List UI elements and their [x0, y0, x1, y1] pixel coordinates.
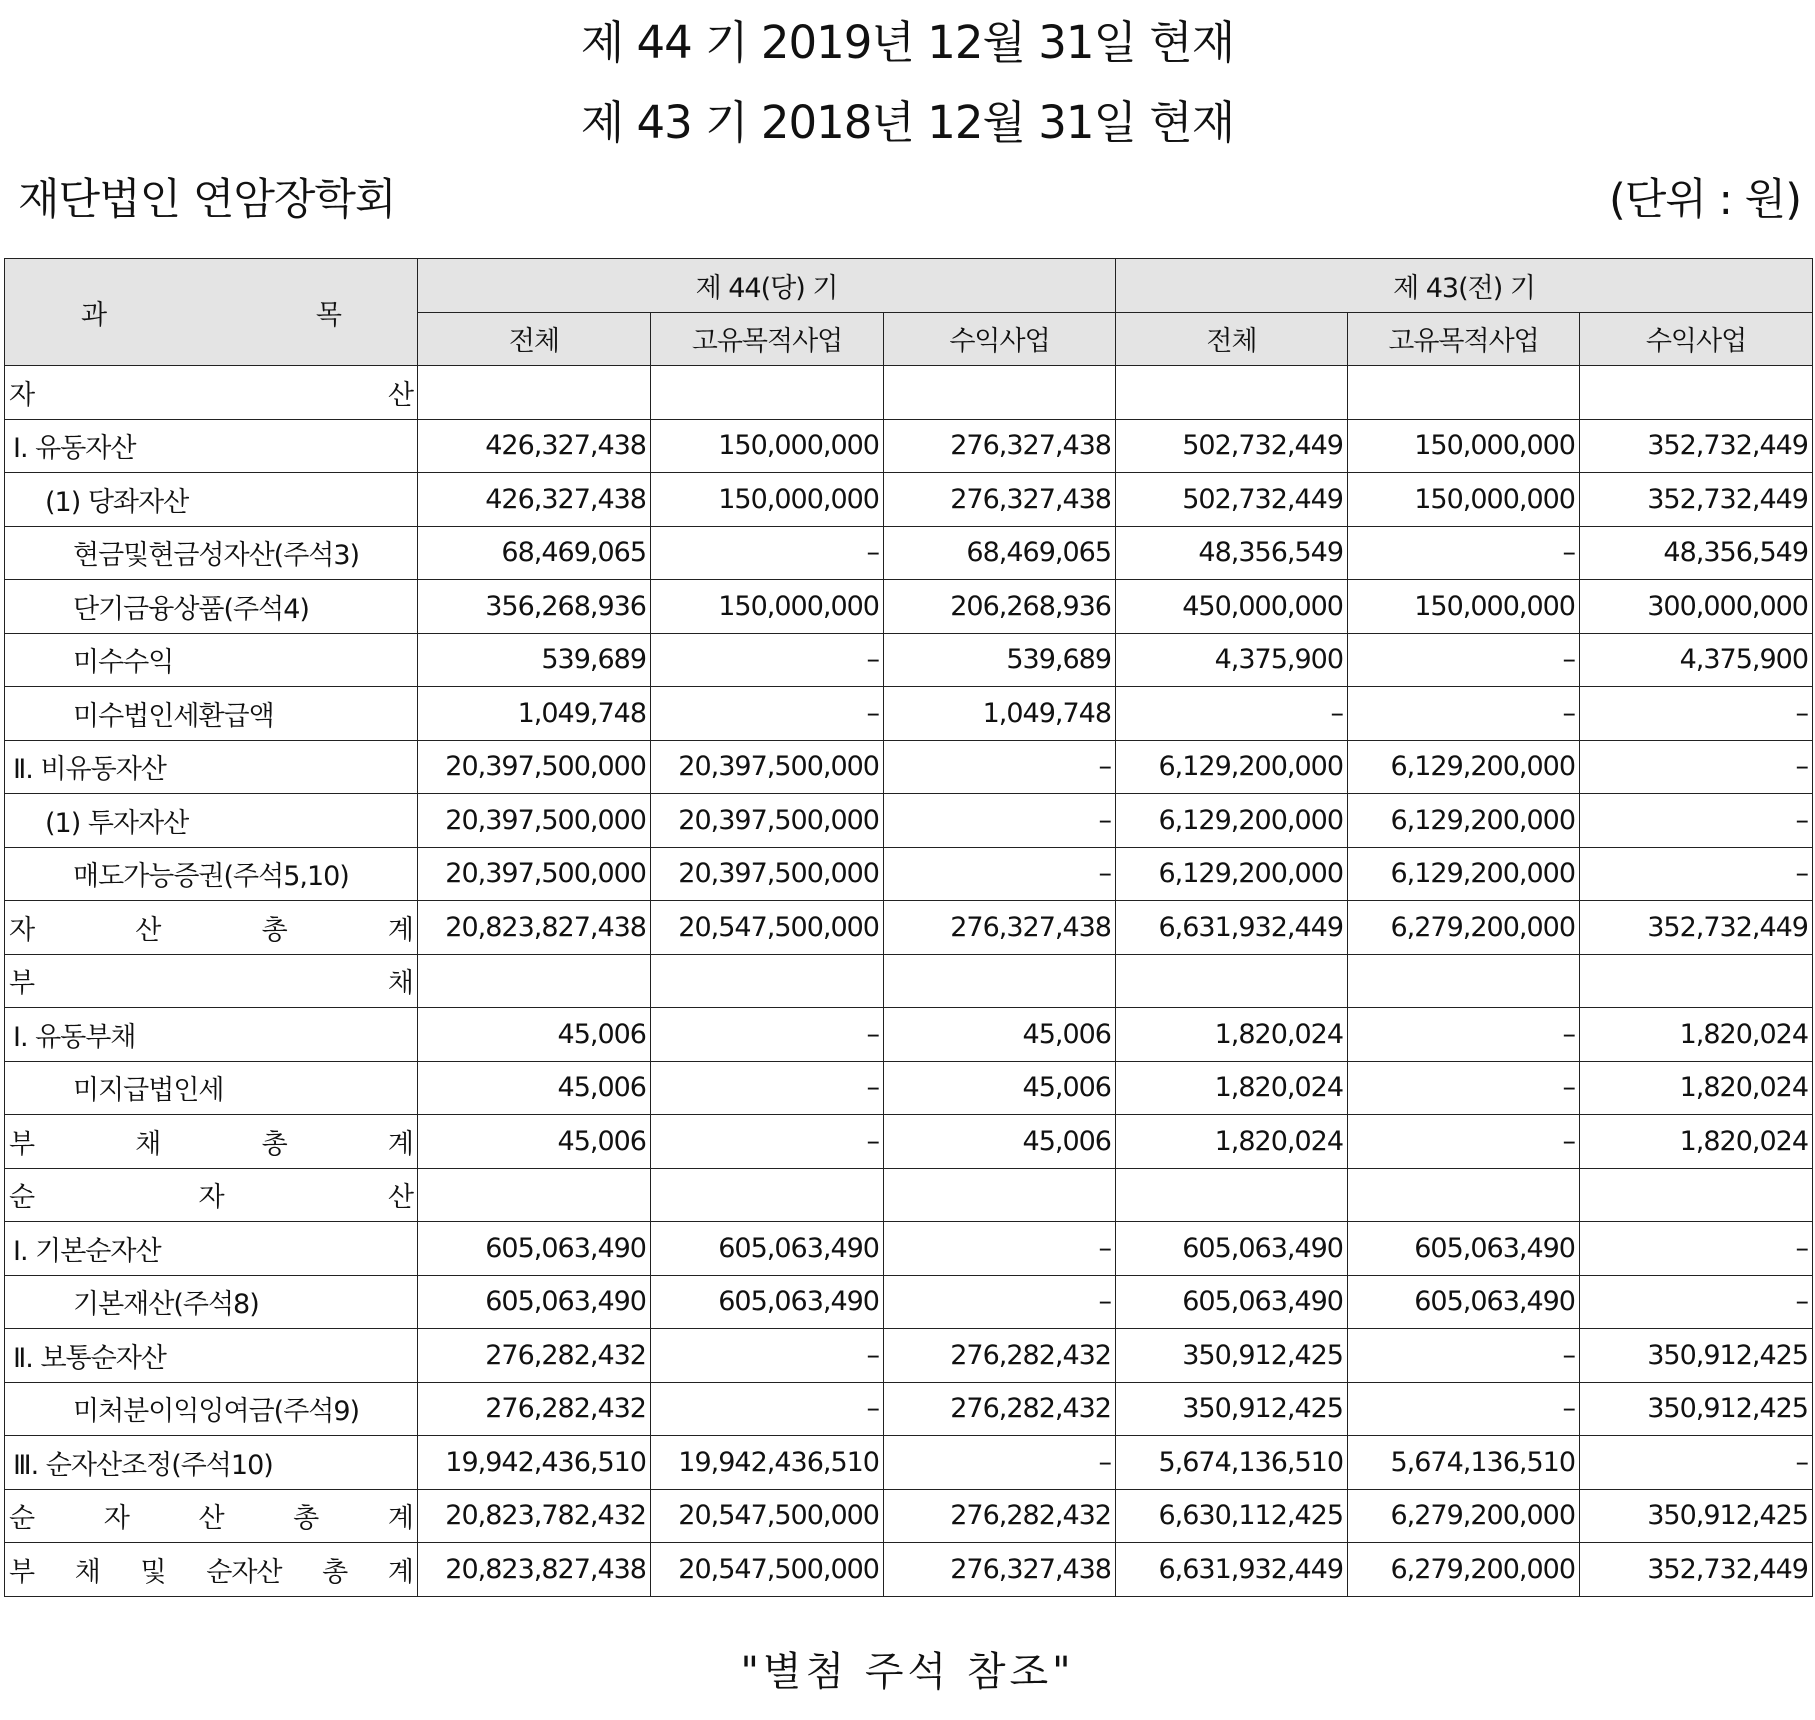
amount-cell: [1116, 954, 1348, 1008]
amount-cell: –: [1116, 687, 1348, 741]
table-row: [5, 473, 1813, 527]
table-row: [5, 794, 1813, 848]
account-cell: [5, 526, 418, 580]
amount-cell: 605,063,490: [1348, 1275, 1580, 1329]
amount-cell: 605,063,490: [1348, 1222, 1580, 1276]
amount-cell: 1,820,024: [1116, 1008, 1348, 1062]
table-row: [5, 740, 1813, 794]
account-cell: [5, 580, 418, 634]
amount-cell: 350,912,425: [1116, 1329, 1348, 1383]
account-label: 미수법인세환급액: [73, 700, 274, 732]
table-row: [5, 1222, 1813, 1276]
amount-cell: 45,006: [884, 1061, 1116, 1115]
amount-cell: 350,912,425: [1116, 1382, 1348, 1436]
header-row-periods: [5, 259, 1813, 313]
amount-cell: 4,375,900: [1580, 633, 1813, 687]
table-row: [5, 526, 1813, 580]
organization-name: 재단법인 연암장학회: [18, 175, 396, 225]
amount-cell: 352,732,449: [1580, 473, 1813, 527]
amount-cell: 276,327,438: [884, 1543, 1116, 1597]
account-label: Ⅲ. 순자산조정(주석10): [13, 1449, 273, 1481]
account-cell: [5, 740, 418, 794]
account-label: Ⅰ. 유동자산: [13, 433, 136, 465]
amount-cell: –: [884, 847, 1116, 901]
account-cell: [5, 1222, 418, 1276]
amount-cell: –: [884, 1436, 1116, 1490]
account-cell: [5, 1543, 418, 1597]
amount-cell: –: [884, 740, 1116, 794]
amount-cell: 45,006: [418, 1115, 651, 1169]
account-label: 매도가능증권(주석5,10): [73, 861, 349, 893]
col-header-current-total: 전체: [418, 312, 651, 366]
amount-cell: 6,631,932,449: [1116, 1543, 1348, 1597]
amount-cell: [1580, 366, 1813, 420]
amount-cell: 539,689: [418, 633, 651, 687]
amount-cell: –: [1348, 1382, 1580, 1436]
amount-cell: 20,547,500,000: [651, 901, 884, 955]
amount-cell: 350,912,425: [1580, 1329, 1813, 1383]
amount-cell: –: [1348, 1329, 1580, 1383]
amount-cell: –: [651, 526, 884, 580]
amount-cell: 426,327,438: [418, 419, 651, 473]
amount-cell: [651, 954, 884, 1008]
amount-cell: 6,129,200,000: [1116, 740, 1348, 794]
amount-cell: 20,823,827,438: [418, 901, 651, 955]
account-label: 미처분이익잉여금(주석9): [73, 1396, 360, 1428]
table-row: [5, 901, 1813, 955]
table-row: [5, 1115, 1813, 1169]
amount-cell: 6,279,200,000: [1348, 901, 1580, 955]
subject-header-left: 과: [81, 299, 107, 331]
amount-cell: –: [1580, 740, 1813, 794]
col-header-current-profit: 수익사업: [884, 312, 1116, 366]
period-prior-title: 제 43 기 2018년 12월 31일 현재: [580, 96, 1235, 149]
table-row: [5, 1543, 1813, 1597]
amount-cell: [884, 954, 1116, 1008]
account-cell: [5, 1061, 418, 1115]
amount-cell: 20,397,500,000: [651, 847, 884, 901]
amount-cell: 276,282,432: [884, 1329, 1116, 1383]
account-label: 순 자 산 총 계: [9, 1503, 413, 1535]
amount-cell: [1348, 366, 1580, 420]
amount-cell: –: [1580, 847, 1813, 901]
amount-cell: 6,129,200,000: [1348, 847, 1580, 901]
account-label: 기본재산(주석8): [73, 1289, 259, 1321]
amount-cell: –: [1348, 633, 1580, 687]
amount-cell: 356,268,936: [418, 580, 651, 634]
amount-cell: [1348, 954, 1580, 1008]
table-row: [5, 419, 1813, 473]
amount-cell: 450,000,000: [1116, 580, 1348, 634]
account-label: (1) 당좌자산: [45, 486, 189, 518]
amount-cell: 352,732,449: [1580, 419, 1813, 473]
account-cell: [5, 366, 418, 420]
amount-cell: [418, 954, 651, 1008]
amount-cell: –: [1580, 794, 1813, 848]
amount-cell: –: [884, 1275, 1116, 1329]
amount-cell: 20,397,500,000: [418, 794, 651, 848]
col-header-prior-total: 전체: [1116, 312, 1348, 366]
amount-cell: 6,279,200,000: [1348, 1489, 1580, 1543]
table-row: [5, 1168, 1813, 1222]
account-label: 미지급법인세: [73, 1075, 224, 1107]
amount-cell: 20,397,500,000: [651, 740, 884, 794]
amount-cell: 350,912,425: [1580, 1382, 1813, 1436]
amount-cell: [884, 366, 1116, 420]
amount-cell: 276,282,432: [884, 1489, 1116, 1543]
amount-cell: –: [1580, 1275, 1813, 1329]
amount-cell: 276,327,438: [884, 419, 1116, 473]
account-cell: [5, 633, 418, 687]
amount-cell: 20,397,500,000: [418, 740, 651, 794]
amount-cell: [1116, 366, 1348, 420]
amount-cell: [1348, 1168, 1580, 1222]
amount-cell: 20,547,500,000: [651, 1489, 884, 1543]
period-current-title: 제 44 기 2019년 12월 31일 현재: [580, 16, 1235, 69]
table-row: [5, 1382, 1813, 1436]
amount-cell: 20,547,500,000: [651, 1543, 884, 1597]
account-cell: [5, 419, 418, 473]
amount-cell: 150,000,000: [1348, 473, 1580, 527]
account-label: Ⅱ. 보통순자산: [13, 1342, 166, 1374]
account-cell: [5, 1115, 418, 1169]
amount-cell: 20,823,827,438: [418, 1543, 651, 1597]
account-label: Ⅱ. 비유동자산: [13, 754, 166, 786]
prior-period-header: 제 43(전) 기: [1116, 259, 1813, 313]
account-label: 순 자 산: [9, 1182, 413, 1214]
table-row: [5, 633, 1813, 687]
amount-cell: –: [1348, 687, 1580, 741]
amount-cell: 6,129,200,000: [1348, 794, 1580, 848]
amount-cell: 6,129,200,000: [1116, 847, 1348, 901]
footnote-reference: "별첨 주석 참조": [740, 1649, 1075, 1695]
amount-cell: 502,732,449: [1116, 473, 1348, 527]
amount-cell: 605,063,490: [651, 1222, 884, 1276]
table-row: [5, 366, 1813, 420]
amount-cell: 6,129,200,000: [1116, 794, 1348, 848]
amount-cell: 45,006: [884, 1115, 1116, 1169]
amount-cell: 539,689: [884, 633, 1116, 687]
account-cell: [5, 1436, 418, 1490]
col-header-prior-profit: 수익사업: [1580, 312, 1813, 366]
table-row: [5, 1489, 1813, 1543]
table-row: [5, 1329, 1813, 1383]
account-cell: [5, 954, 418, 1008]
table-row: [5, 1008, 1813, 1062]
amount-cell: [1580, 954, 1813, 1008]
amount-cell: 45,006: [418, 1008, 651, 1062]
amount-cell: 19,942,436,510: [651, 1436, 884, 1490]
amount-cell: 4,375,900: [1116, 633, 1348, 687]
account-cell: [5, 1329, 418, 1383]
amount-cell: –: [1348, 526, 1580, 580]
account-label: 미수수익: [73, 647, 174, 679]
subject-header: [5, 259, 418, 366]
amount-cell: 5,674,136,510: [1348, 1436, 1580, 1490]
col-header-current-purpose: 고유목적사업: [651, 312, 884, 366]
amount-cell: 1,820,024: [1580, 1008, 1813, 1062]
amount-cell: 48,356,549: [1116, 526, 1348, 580]
amount-cell: 20,397,500,000: [418, 847, 651, 901]
account-label: Ⅰ. 유동부채: [13, 1021, 136, 1053]
amount-cell: –: [884, 794, 1116, 848]
amount-cell: 605,063,490: [418, 1222, 651, 1276]
amount-cell: 300,000,000: [1580, 580, 1813, 634]
amount-cell: 605,063,490: [1116, 1275, 1348, 1329]
unit-label: (단위 : 원): [1609, 175, 1801, 225]
amount-cell: 276,327,438: [884, 473, 1116, 527]
amount-cell: [1116, 1168, 1348, 1222]
amount-cell: 48,356,549: [1580, 526, 1813, 580]
amount-cell: –: [651, 633, 884, 687]
amount-cell: 206,268,936: [884, 580, 1116, 634]
amount-cell: [418, 1168, 651, 1222]
amount-cell: 20,823,782,432: [418, 1489, 651, 1543]
account-cell: [5, 1382, 418, 1436]
table-body: [5, 366, 1813, 1597]
amount-cell: 45,006: [418, 1061, 651, 1115]
amount-cell: –: [651, 1115, 884, 1169]
amount-cell: 1,049,748: [418, 687, 651, 741]
account-cell: [5, 1489, 418, 1543]
amount-cell: 1,820,024: [1580, 1061, 1813, 1115]
account-label: 자 산: [9, 379, 413, 411]
amount-cell: 605,063,490: [651, 1275, 884, 1329]
amount-cell: 6,279,200,000: [1348, 1543, 1580, 1597]
amount-cell: 276,327,438: [884, 901, 1116, 955]
amount-cell: 45,006: [884, 1008, 1116, 1062]
amount-cell: 20,397,500,000: [651, 794, 884, 848]
account-cell: [5, 794, 418, 848]
account-label: 현금및현금성자산(주석3): [73, 540, 360, 572]
account-label: Ⅰ. 기본순자산: [13, 1235, 161, 1267]
amount-cell: –: [651, 687, 884, 741]
account-cell: [5, 1008, 418, 1062]
amount-cell: 68,469,065: [884, 526, 1116, 580]
amount-cell: [1580, 1168, 1813, 1222]
amount-cell: 352,732,449: [1580, 901, 1813, 955]
account-label: 자 산 총 계: [9, 914, 413, 946]
amount-cell: –: [1348, 1115, 1580, 1169]
account-label: 단기금융상품(주석4): [73, 593, 309, 625]
amount-cell: 1,820,024: [1580, 1115, 1813, 1169]
amount-cell: 6,631,932,449: [1116, 901, 1348, 955]
amount-cell: 68,469,065: [418, 526, 651, 580]
account-label: 부 채 총 계: [9, 1128, 413, 1160]
statement-of-financial-position-table: [4, 258, 1813, 1597]
amount-cell: –: [651, 1329, 884, 1383]
amount-cell: 150,000,000: [1348, 419, 1580, 473]
account-label: (1) 투자자산: [45, 807, 189, 839]
account-label: 부 채 및 순자산 총 계: [9, 1556, 413, 1588]
table-row: [5, 1275, 1813, 1329]
amount-cell: –: [1580, 1222, 1813, 1276]
amount-cell: 5,674,136,510: [1116, 1436, 1348, 1490]
amount-cell: –: [651, 1008, 884, 1062]
account-cell: [5, 1275, 418, 1329]
amount-cell: 150,000,000: [651, 419, 884, 473]
amount-cell: 6,630,112,425: [1116, 1489, 1348, 1543]
amount-cell: [651, 366, 884, 420]
amount-cell: –: [1348, 1008, 1580, 1062]
amount-cell: 605,063,490: [418, 1275, 651, 1329]
amount-cell: 352,732,449: [1580, 1543, 1813, 1597]
account-label: 부 채: [9, 968, 413, 1000]
table-row: [5, 954, 1813, 1008]
amount-cell: 276,282,432: [884, 1382, 1116, 1436]
amount-cell: 502,732,449: [1116, 419, 1348, 473]
amount-cell: 1,049,748: [884, 687, 1116, 741]
amount-cell: 150,000,000: [651, 580, 884, 634]
amount-cell: 1,820,024: [1116, 1061, 1348, 1115]
amount-cell: –: [1580, 687, 1813, 741]
amount-cell: –: [884, 1222, 1116, 1276]
amount-cell: –: [651, 1061, 884, 1115]
amount-cell: –: [1580, 1436, 1813, 1490]
account-cell: [5, 1168, 418, 1222]
table-row: [5, 687, 1813, 741]
account-cell: [5, 901, 418, 955]
account-cell: [5, 473, 418, 527]
amount-cell: 350,912,425: [1580, 1489, 1813, 1543]
amount-cell: 150,000,000: [1348, 580, 1580, 634]
amount-cell: 1,820,024: [1116, 1115, 1348, 1169]
table-row: [5, 1436, 1813, 1490]
table-row: [5, 847, 1813, 901]
amount-cell: [651, 1168, 884, 1222]
amount-cell: –: [1348, 1061, 1580, 1115]
col-header-prior-purpose: 고유목적사업: [1348, 312, 1580, 366]
amount-cell: 19,942,436,510: [418, 1436, 651, 1490]
account-cell: [5, 687, 418, 741]
current-period-header: 제 44(당) 기: [418, 259, 1116, 313]
account-cell: [5, 847, 418, 901]
amount-cell: 276,282,432: [418, 1329, 651, 1383]
amount-cell: 150,000,000: [651, 473, 884, 527]
amount-cell: 6,129,200,000: [1348, 740, 1580, 794]
amount-cell: –: [651, 1382, 884, 1436]
table-row: [5, 1061, 1813, 1115]
amount-cell: 605,063,490: [1116, 1222, 1348, 1276]
amount-cell: [884, 1168, 1116, 1222]
amount-cell: 426,327,438: [418, 473, 651, 527]
amount-cell: [418, 366, 651, 420]
subject-header-right: 목: [315, 299, 341, 331]
amount-cell: 276,282,432: [418, 1382, 651, 1436]
table-row: [5, 580, 1813, 634]
